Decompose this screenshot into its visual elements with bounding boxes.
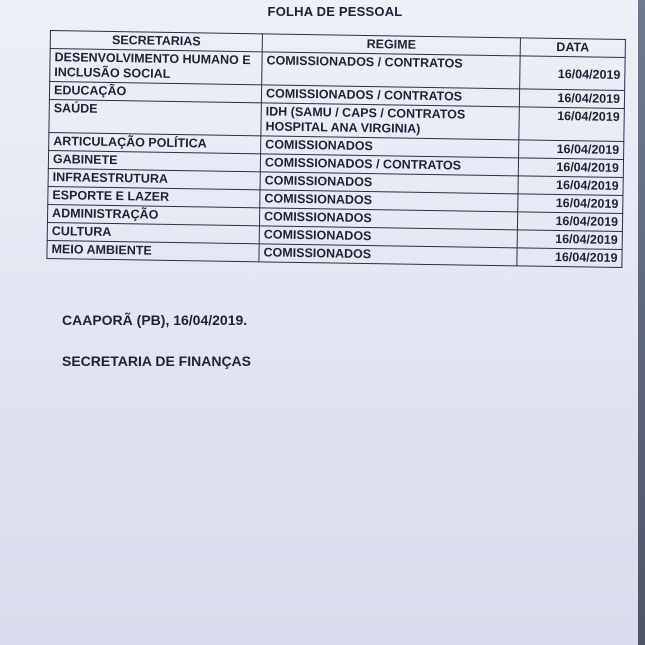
cell-regime: IDH (SAMU / CAPS / CONTRATOS HOSPITAL ANA VIRGINIA) (261, 103, 519, 140)
cell-data: 16/04/2019 (517, 248, 622, 268)
staff-table (46, 30, 626, 268)
header-data: DATA (520, 38, 625, 58)
header-secretarias: SECRETARIAS (50, 31, 262, 52)
cell-secretaria: DESENVOLVIMENTO HUMANO E INCLUSÃO SOCIAL (50, 49, 262, 85)
cell-data: 16/04/2019 (518, 176, 623, 196)
cell-regime: COMISSIONADOS (259, 226, 517, 248)
cell-regime: COMISSIONADOS (260, 190, 518, 212)
cell-regime: COMISSIONADOS (259, 244, 517, 266)
cell-data: 16/04/2019 (518, 158, 623, 178)
photo-background-edge (638, 0, 645, 645)
cell-regime: COMISSIONADOS (260, 172, 518, 194)
cell-secretaria: GABINETE (48, 150, 260, 171)
cell-secretaria: MEIO AMBIENTE (47, 240, 259, 261)
signature-department: SECRETARIA DE FINANÇAS (62, 353, 252, 369)
cell-regime: COMISSIONADOS / CONTRATOS (261, 85, 519, 107)
cell-data: 16/04/2019 (517, 230, 622, 250)
cell-secretaria: ADMINISTRAÇÃO (47, 204, 259, 225)
cell-regime: COMISSIONADOS (261, 136, 519, 158)
cell-data: 16/04/2019 (519, 140, 624, 160)
cell-secretaria: CULTURA (47, 222, 259, 243)
cell-secretaria: SAÚDE (49, 99, 261, 135)
cell-data: 16/04/2019 (518, 194, 623, 214)
staff-table-container (46, 30, 625, 268)
cell-data: 16/04/2019 (517, 212, 622, 232)
header-regime: REGIME (262, 34, 520, 56)
cell-secretaria: INFRAESTRUTURA (48, 168, 260, 189)
cell-regime: COMISSIONADOS / CONTRATOS (262, 52, 520, 89)
cell-secretaria: ESPORTE E LAZER (48, 186, 260, 207)
place-and-date: CAAPORÃ (PB), 16/04/2019. (62, 312, 248, 328)
cell-data: 16/04/2019 (520, 56, 626, 91)
cell-data: 16/04/2019 (519, 107, 625, 142)
cell-regime: COMISSIONADOS (259, 208, 517, 230)
cell-secretaria: EDUCAÇÃO (49, 82, 261, 103)
document-title: FOLHA DE PESSOAL (267, 4, 403, 19)
cell-secretaria: ARTICULAÇÃO POLÍTICA (49, 132, 261, 153)
cell-regime: COMISSIONADOS / CONTRATOS (260, 154, 518, 176)
cell-data: 16/04/2019 (519, 89, 624, 109)
